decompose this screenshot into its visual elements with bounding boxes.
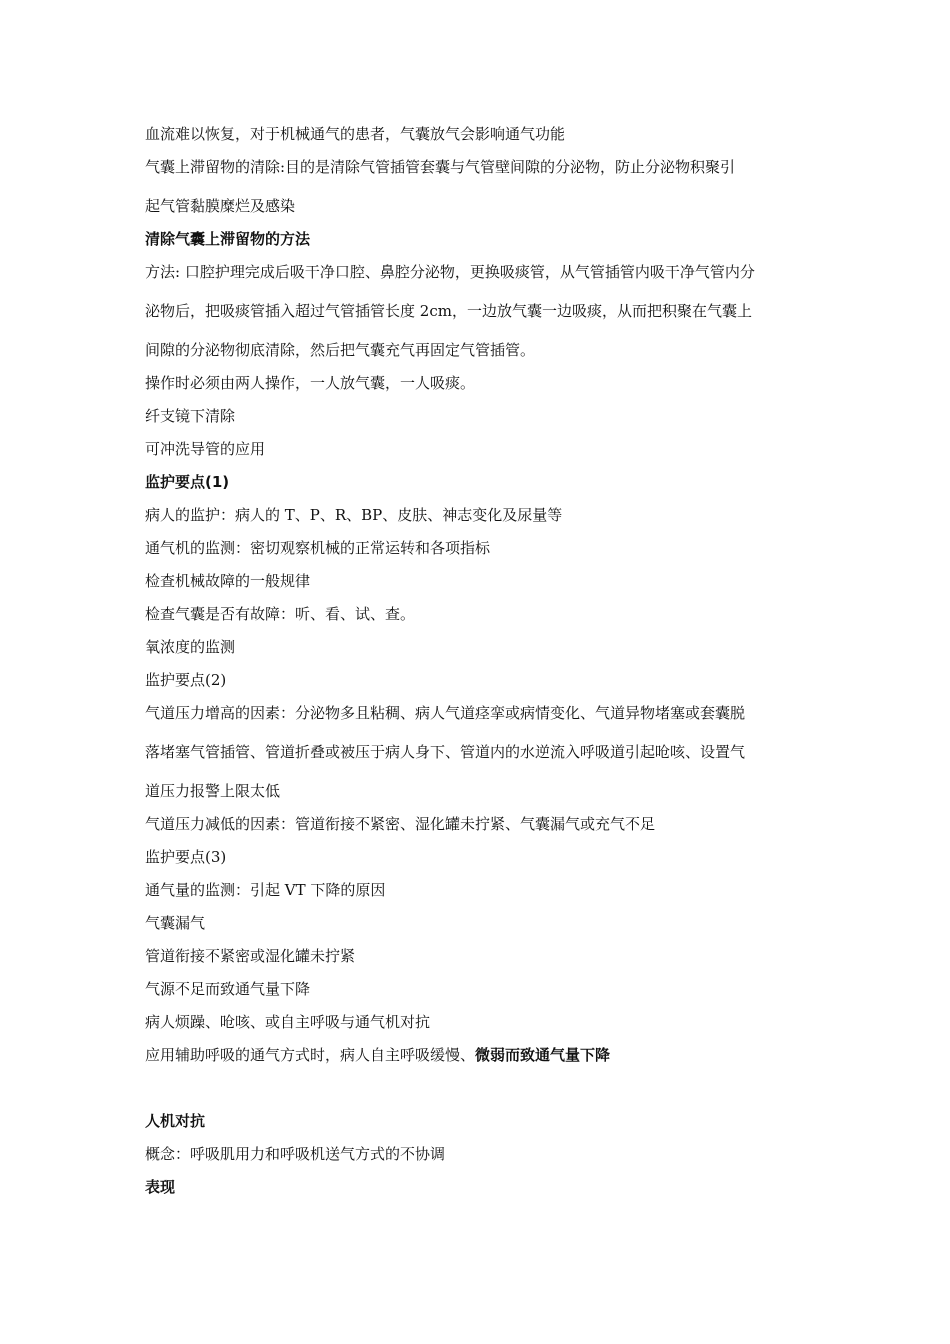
bold-segment: 微弱而致通气量下降 (475, 1046, 611, 1064)
section-heading: 监护要点(1) (145, 473, 230, 491)
text-line: 病人的监护：病人的 T、P、R、BP、皮肤、神志变化及尿量等 (145, 506, 563, 524)
text-line (145, 1045, 810, 1065)
section-heading: 清除气囊上滞留物的方法 (145, 230, 311, 248)
text-line: 病人烦躁、呛咳、或自主呼吸与通气机对抗 (145, 1013, 431, 1031)
text-line: 起气管黏膜糜烂及感染 (145, 197, 296, 215)
text-line: 监护要点(2) (145, 671, 227, 689)
text-line: 方法: 口腔护理完成后吸干净口腔、鼻腔分泌物，更换吸痰管，从气管插管内吸干净气管内分 (145, 263, 755, 281)
text-line: 纤支镜下清除 (145, 407, 236, 425)
text-line: 血流难以恢复，对于机械通气的患者，气囊放气会影响通气功能 (145, 125, 566, 143)
text-line: 气道压力增高的因素：分泌物多且粘稠、病人气道痉挛或病情变化、气道异物堵塞或套囊脱 (145, 704, 746, 722)
section-heading: 表现 (145, 1178, 176, 1196)
text-line: 泌物后，把吸痰管插入超过气管插管长度 2cm，一边放气囊一边吸痰，从而把积聚在气囊上 (145, 302, 752, 320)
text-line: 气道压力减低的因素：管道衔接不紧密、湿化罐未拧紧、气囊漏气或充气不足 (145, 815, 656, 833)
text-line: 间隙的分泌物彻底清除，然后把气囊充气再固定气管插管。 (145, 341, 536, 359)
text-line: 监护要点(3) (145, 848, 227, 866)
text-line: 检查气囊是否有故障：听、看、试、查。 (145, 605, 416, 623)
text-line: 通气机的监测：密切观察机械的正常运转和各项指标 (145, 539, 491, 557)
text-line: 管道衔接不紧密或湿化罐未拧紧 (145, 947, 356, 965)
text-line: 通气量的监测：引起 VT 下降的原因 (145, 881, 386, 899)
text-line: 概念：呼吸肌用力和呼吸机送气方式的不协调 (145, 1145, 446, 1163)
document-page (145, 124, 810, 1197)
text-line: 落堵塞气管插管、管道折叠或被压于病人身下、管道内的水逆流入呼吸道引起呛咳、设置气 (145, 743, 746, 761)
text-line: 气囊漏气 (145, 914, 206, 932)
text-segment: 应用辅助呼吸的通气方式时，病人自主呼吸缓慢、 (145, 1046, 476, 1064)
section-heading: 人机对抗 (145, 1112, 206, 1130)
text-line: 操作时必须由两人操作，一人放气囊，一人吸痰。 (145, 374, 476, 392)
text-line: 气源不足而致通气量下降 (145, 980, 311, 998)
text-line: 氧浓度的监测 (145, 638, 236, 656)
text-line: 可冲洗导管的应用 (145, 440, 266, 458)
text-line: 气囊上滞留物的清除:目的是清除气管插管套囊与气管壁间隙的分泌物，防止分泌物积聚引 (145, 158, 736, 176)
text-line: 检查机械故障的一般规律 (145, 572, 311, 590)
text-line: 道压力报警上限太低 (145, 782, 281, 800)
